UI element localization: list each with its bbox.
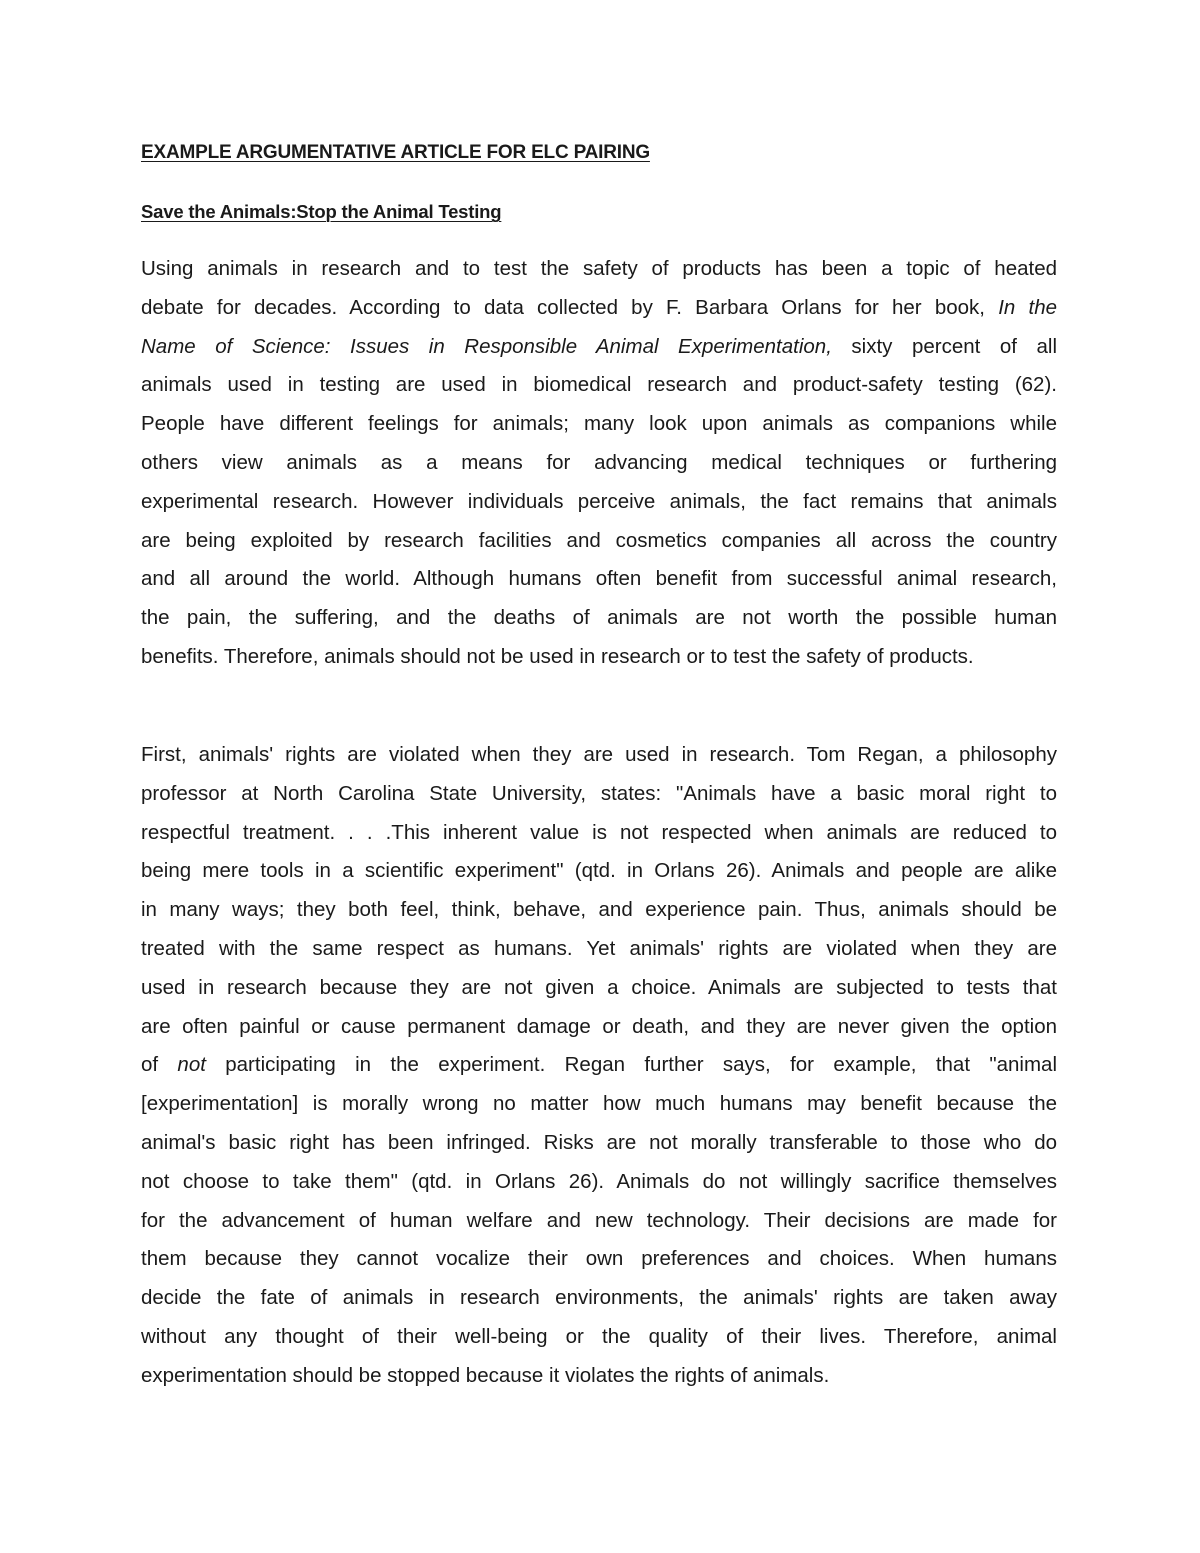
- italic-text: not: [177, 1053, 206, 1077]
- text-line: for the advancement of human welfare and new technology. Their decisions are made for: [141, 1208, 1057, 1232]
- text-line: are being exploited by research facilities and cosmetics companies all across the country: [141, 528, 1057, 552]
- text-line: them because they cannot vocalize their own preferences and choices. When humans: [141, 1247, 1057, 1271]
- text-line: and all around the world. Although humans often benefit from successful animal research,: [141, 567, 1057, 591]
- text-line: benefits. Therefore, animals should not be used in research or to test the safety of products.: [141, 644, 974, 668]
- text-line: animals used in testing are used in biomedical research and product-safety testing (62).: [141, 373, 1057, 397]
- text-line: First, animals' rights are violated when they are used in research. Tom Regan, a philosophy: [141, 743, 1057, 766]
- text-line: without any thought of their well-being or the quality of their lives. Therefore, animal: [141, 1324, 1057, 1348]
- text-line: used in research because they are not given a choice. Animals are subjected to tests that: [141, 975, 1057, 999]
- text-line: animal's basic right has been infringed. Risks are not morally transferable to those who do: [141, 1130, 1057, 1154]
- text-line: being mere tools in a scientific experiment" (qtd. in Orlans 26). Animals and people are alike: [141, 859, 1057, 883]
- text-line: Name of Science: Issues in Responsible Animal Experimentation, sixty percent of all: [141, 334, 1057, 358]
- text-line: are often painful or cause permanent damage or death, and they are never given the option: [141, 1014, 1057, 1038]
- text-line: decide the fate of animals in research environments, the animals' rights are taken away: [141, 1286, 1057, 1310]
- article-title: Save the Animals:Stop the Animal Testing: [141, 201, 502, 222]
- text-line: others view animals as a means for advancing medical techniques or furthering: [141, 450, 1057, 474]
- text-line: experimentation should be stopped because it violates the rights of animals.: [141, 1363, 830, 1387]
- text-line: experimental research. However individuals perceive animals, the fact remains that animals: [141, 489, 1057, 513]
- text-line: [experimentation] is morally wrong no matter how much humans may benefit because the: [141, 1092, 1057, 1116]
- text-line: treated with the same respect as humans. Yet animals' rights are violated when they are: [141, 936, 1057, 960]
- text-line: professor at North Carolina State University, states: "Animals have a basic moral right to: [141, 781, 1057, 805]
- text-line: of not participating in the experiment. Regan further says, for example, that "animal: [141, 1053, 1057, 1077]
- text-line: respectful treatment. . . .This inherent value is not respected when animals are reduced to: [141, 820, 1057, 844]
- text-line: the pain, the suffering, and the deaths of animals are not worth the possible human: [141, 606, 1057, 630]
- text-line: debate for decades. According to data collected by F. Barbara Orlans for her book, In the: [141, 295, 1057, 319]
- document-heading: EXAMPLE ARGUMENTATIVE ARTICLE FOR ELC PAIRING: [141, 142, 650, 163]
- text-line: not choose to take them" (qtd. in Orlans 26). Animals do not willingly sacrifice themselves: [141, 1169, 1057, 1193]
- text-line: in many ways; they both feel, think, behave, and experience pain. Thus, animals should be: [141, 898, 1057, 922]
- paragraph-1: [141, 250, 1057, 677]
- paragraph-2: [141, 736, 1057, 1396]
- text-line: People have different feelings for animals; many look upon animals as companions while: [141, 412, 1057, 436]
- text-line: Using animals in research and to test the safety of products has been a topic of heated: [141, 257, 1057, 280]
- italic-text: In the: [998, 295, 1057, 319]
- italic-text: Name of Science: Issues in Responsible Animal Experimentation,: [141, 334, 832, 358]
